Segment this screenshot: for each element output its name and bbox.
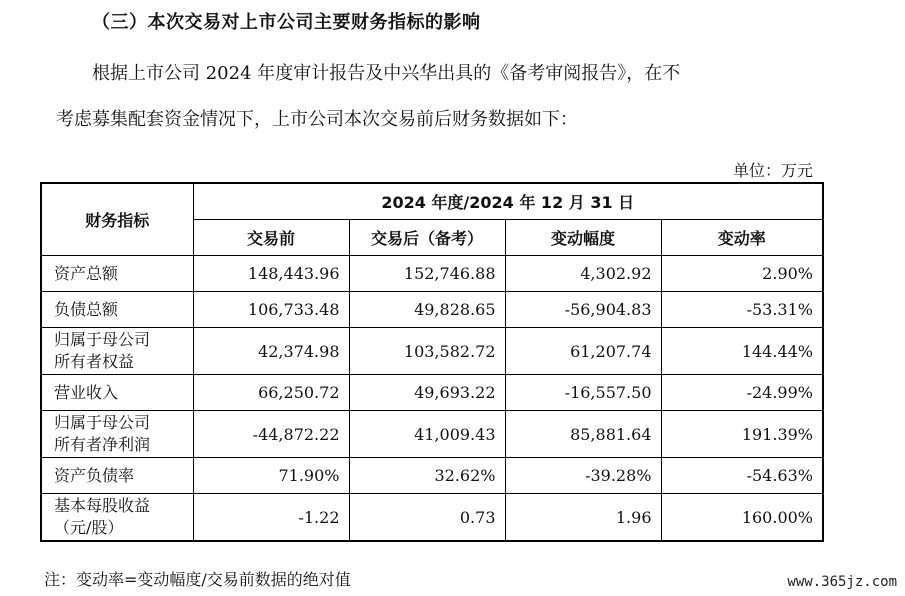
header-before: 交易前 — [193, 220, 349, 256]
table-cell: 49,693.22 — [349, 375, 505, 411]
table-cell: 2.90% — [661, 256, 823, 292]
section-heading: （三）本次交易对上市公司主要财务指标的影响 — [92, 12, 481, 33]
table-cell: 41,009.43 — [349, 411, 505, 458]
row-label: 营业收入 — [41, 375, 193, 411]
header-metric: 财务指标 — [41, 183, 193, 256]
footnote: 注：变动率=变动幅度/交易前数据的绝对值 — [44, 570, 351, 589]
intro-paragraph-line-1: 根据上市公司 2024 年度审计报告及中兴华出具的《备考审阅报告》，在不 — [92, 63, 681, 84]
table-row — [41, 292, 823, 328]
row-label: 负债总额 — [41, 292, 193, 328]
row-label: 基本每股收益 （元/股） — [41, 494, 193, 542]
table-cell: 61,207.74 — [505, 328, 661, 375]
table-cell: -1.22 — [193, 494, 349, 542]
table-row — [41, 458, 823, 494]
row-label: 归属于母公司 所有者净利润 — [41, 411, 193, 458]
table-cell: -53.31% — [661, 292, 823, 328]
table-cell: 1.96 — [505, 494, 661, 542]
header-period: 2024 年度/2024 年 12 月 31 日 — [193, 183, 823, 220]
table-cell: 49,828.65 — [349, 292, 505, 328]
table-cell: 144.44% — [661, 328, 823, 375]
row-label: 资产总额 — [41, 256, 193, 292]
row-label: 归属于母公司 所有者权益 — [41, 328, 193, 375]
header-change: 变动幅度 — [505, 220, 661, 256]
table-cell: -44,872.22 — [193, 411, 349, 458]
table-cell: 66,250.72 — [193, 375, 349, 411]
table-row — [41, 411, 823, 458]
table-cell: -39.28% — [505, 458, 661, 494]
table-cell: -16,557.50 — [505, 375, 661, 411]
table-cell: 42,374.98 — [193, 328, 349, 375]
intro-paragraph-line-2: 考虑募集配套资金情况下，上市公司本次交易前后财务数据如下： — [56, 109, 578, 130]
table-cell: 4,302.92 — [505, 256, 661, 292]
table-cell: 148,443.96 — [193, 256, 349, 292]
table-cell: 71.90% — [193, 458, 349, 494]
row-label: 资产负债率 — [41, 458, 193, 494]
table-cell: -24.99% — [661, 375, 823, 411]
header-change-rate: 变动率 — [661, 220, 823, 256]
table-row — [41, 256, 823, 292]
table-cell: 152,746.88 — [349, 256, 505, 292]
financial-indicators-table — [40, 182, 824, 542]
table-cell: 103,582.72 — [349, 328, 505, 375]
unit-label: 单位：万元 — [732, 161, 813, 180]
table-cell: 106,733.48 — [193, 292, 349, 328]
table-cell: -56,904.83 — [505, 292, 661, 328]
table-cell: 0.73 — [349, 494, 505, 542]
table-cell: 191.39% — [661, 411, 823, 458]
table-cell: -54.63% — [661, 458, 823, 494]
watermark: www.365jz.com — [787, 574, 897, 590]
header-after: 交易后（备考） — [349, 220, 505, 256]
table-row — [41, 494, 823, 542]
table-cell: 32.62% — [349, 458, 505, 494]
table-cell: 160.00% — [661, 494, 823, 542]
table-cell: 85,881.64 — [505, 411, 661, 458]
table-row — [41, 375, 823, 411]
table-row — [41, 328, 823, 375]
